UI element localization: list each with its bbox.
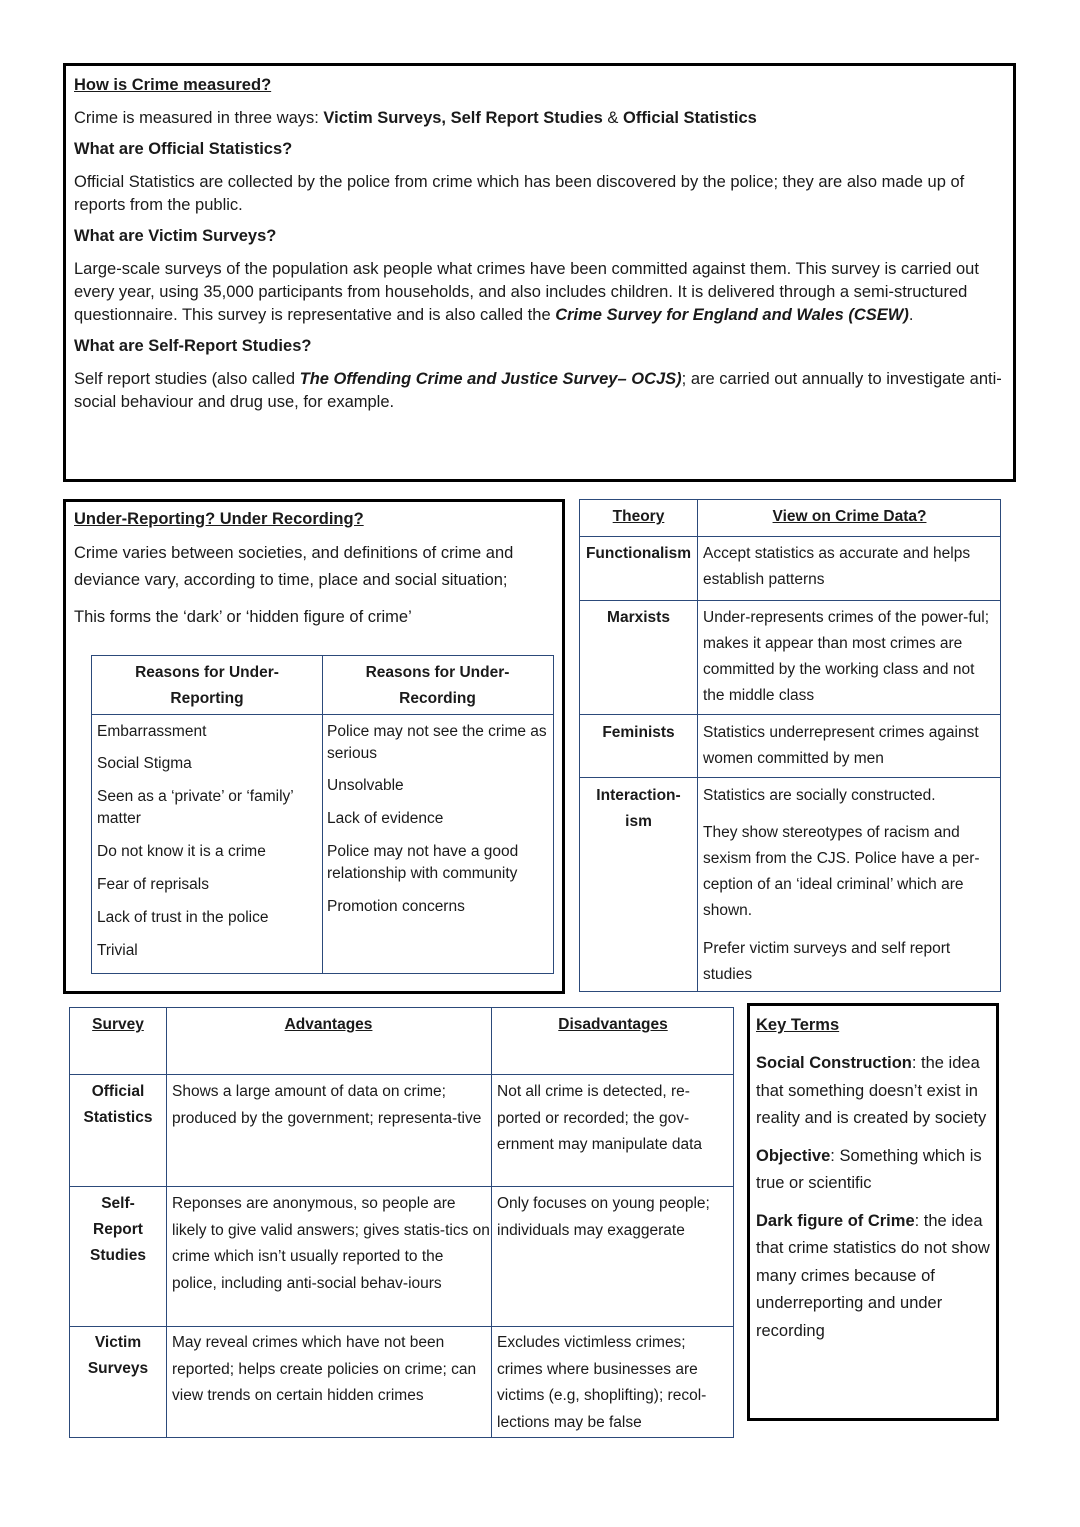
key-term-name: Social Construction	[756, 1054, 912, 1072]
key-term-name: Dark figure of Crime	[756, 1211, 915, 1230]
theory-name: Marxists	[607, 609, 670, 626]
theory-view: Accept statistics as accurate and helps establish patterns	[703, 545, 971, 588]
key-term	[756, 1050, 990, 1133]
recording-header-text: Reasons for Under-Recording	[365, 664, 510, 707]
under-reporting-box	[63, 499, 565, 994]
heading-victim-surveys: What are Victim Surveys?	[74, 227, 277, 245]
advantages-header: Advantages	[284, 1016, 373, 1033]
measured-amp: &	[602, 109, 623, 127]
survey-name: Victim Surveys	[87, 1334, 149, 1377]
theory-header: Theory	[612, 508, 665, 525]
measured-ways-text	[74, 107, 1005, 130]
recording-item: Promotion concerns	[327, 898, 465, 915]
reporting-item: Fear of reprisals	[97, 876, 209, 893]
disadvantages-header: Disadvantages	[558, 1016, 668, 1033]
reporting-header	[92, 656, 322, 715]
theory-table	[579, 499, 1001, 992]
under-reporting-text: Crime varies between societies, and definitions of crime and deviance vary, according to time, place and social situation;	[74, 544, 514, 589]
recording-header	[322, 656, 553, 715]
victim-surveys-text	[74, 258, 1005, 327]
measured-prefix: Crime is measured in three ways:	[74, 109, 324, 127]
heading-how-measured: How is Crime measured?	[74, 76, 272, 94]
recording-item: Unsolvable	[327, 777, 404, 794]
recording-item: Police may not have a good relationship with community	[327, 843, 519, 882]
key-term	[756, 1208, 990, 1346]
survey-advantage: Shows a large amount of data on crime; produced by the government; representa-tive	[172, 1083, 482, 1127]
reporting-item: Seen as a ‘private’ or ‘family’ matter	[97, 788, 294, 827]
survey-disadvantage: Only focuses on young people; individuals may exaggerate	[497, 1195, 710, 1239]
view-header: View on Crime Data?	[772, 508, 927, 525]
survey-name: Self-Report Studies	[90, 1195, 146, 1264]
reporting-item: Embarrassment	[97, 723, 207, 740]
theory-name: Feminists	[602, 724, 675, 741]
recording-item: Police may not see the crime as serious	[327, 723, 547, 762]
dark-figure-text: This forms the ‘dark’ or ‘hidden figure of crime’	[74, 608, 412, 626]
survey-advantage: Reponses are anonymous, so people are likely to give valid answers; gives statis-tics on crime which isn’t usually reported to the police, including anti-social behav-iours	[172, 1195, 490, 1292]
key-terms-box	[747, 1003, 999, 1421]
reporting-item: Social Stigma	[97, 755, 192, 772]
self-report-text	[74, 368, 1005, 414]
reporting-column	[92, 656, 323, 973]
survey-disadvantage: Excludes victimless crimes; crimes where businesses are victims (e.g, shoplifting); recol-lections may be false	[497, 1334, 707, 1431]
reporting-item: Lack of trust in the police	[97, 909, 269, 926]
victim-text: Large-scale surveys of the population ask people what crimes have been committed against them. This survey is carried out every year, using 35,000 participants from households, and also includes children. It is delivered through a semi-structured questionnaire. This survey is representative and is also called the	[74, 260, 979, 324]
theory-view: Statistics are socially constructed.	[703, 787, 936, 804]
theory-view: Statistics underrepresent crimes against women committed by men	[703, 724, 979, 767]
heading-self-report: What are Self-Report Studies?	[74, 337, 312, 355]
theory-view-detail: They show stereotypes of racism and sexism from the CJS. Police have a per-ception of an ‘ideal criminal’ which are shown.	[703, 824, 980, 919]
under-reporting-title: Under-Reporting? Under Recording?	[74, 510, 364, 528]
theory-view: Under-represents crimes of the power-ful; makes it appear than most crimes are committed by the working class and not the middle class	[703, 609, 990, 704]
theory-name: Functionalism	[585, 545, 692, 562]
victim-end: .	[908, 306, 914, 324]
survey-name: Official Statistics	[83, 1083, 153, 1126]
crime-measurement-box	[63, 63, 1016, 482]
key-terms-title: Key Terms	[756, 1016, 840, 1034]
theory-name: Interaction-ism	[596, 787, 681, 830]
reporting-item: Trivial	[97, 942, 138, 959]
theory-view-preference: Prefer victim surveys and self report studies	[703, 940, 951, 983]
measured-methods: Victim Surveys, Self Report Studies	[323, 109, 603, 127]
self-end: ; are carried out annually to investigate anti-social behaviour and drug use, for example.	[74, 370, 1002, 411]
key-term-name: Objective	[756, 1146, 831, 1165]
survey-disadvantage: Not all crime is detected, re-ported or recorded; the gov-ernment may manipulate data	[497, 1083, 703, 1153]
key-term	[756, 1143, 990, 1198]
victim-csew: Crime Survey for England and Wales (CSEW)	[555, 306, 909, 324]
key-term-definition: : the idea that crime statistics do not show many crimes because of underreporting and under recording	[756, 1211, 990, 1340]
official-statistics-text: Official Statistics are collected by the police from crime which has been discovered by the police; they are also made up of reports from the public.	[74, 173, 965, 214]
key-term-definition: : Something which is true or scientific	[756, 1146, 982, 1192]
key-term-definition: : the idea that something doesn’t exist in reality and is created by society	[756, 1054, 987, 1127]
reasons-table	[91, 655, 554, 974]
reporting-header-text: Reasons for Under-Reporting	[135, 664, 279, 707]
recording-item: Lack of evidence	[327, 810, 444, 827]
reporting-item: Do not know it is a crime	[97, 843, 266, 860]
recording-column	[322, 656, 553, 973]
self-prefix: Self report studies (also called	[74, 370, 300, 388]
survey-advantage: May reveal crimes which have not been reported; helps create policies on crime; can view trends on certain hidden crimes	[172, 1334, 477, 1404]
survey-header: Survey	[92, 1016, 144, 1033]
measured-official: Official Statistics	[622, 109, 757, 127]
heading-official-statistics: What are Official Statistics?	[74, 140, 293, 158]
survey-table	[69, 1007, 734, 1438]
self-ocjs: The Offending Crime and Justice Survey– OCJS)	[299, 370, 682, 388]
